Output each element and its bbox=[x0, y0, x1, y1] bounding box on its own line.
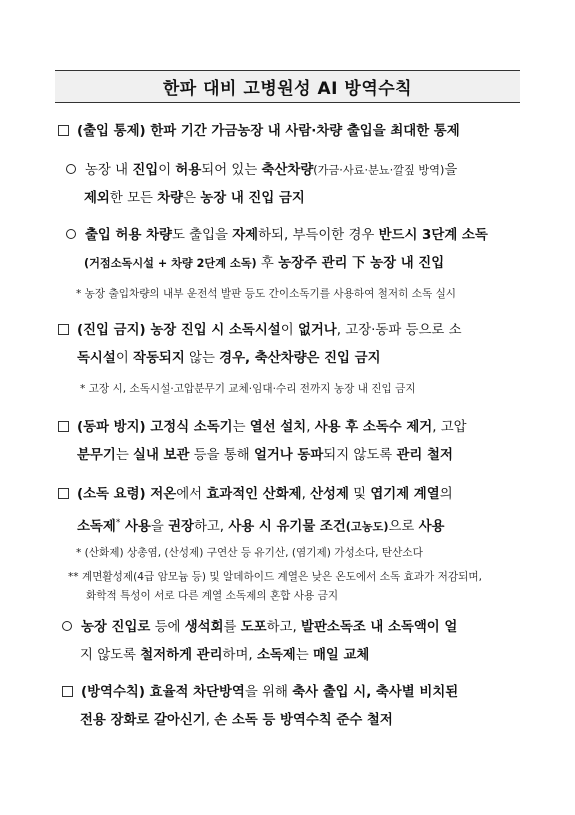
section-disinfection-method-line1: (소독 요령) 저온에서 효과적인 산화제, 산성제 및 엽기제 계열의 bbox=[58, 486, 453, 504]
section-label: (출입 통제) bbox=[77, 124, 146, 139]
page-title: 한파 대비 고병원성 AI 방역수칙 bbox=[162, 79, 413, 99]
section-disinfection-method-line2: 소독제* 사용을 권장하고, 사용 시 유기물 조건(고농도)으로 사용 bbox=[77, 518, 445, 535]
bullet-vehicle-entry-line1: 농장 내 진입이 허용되어 있는 축산차량(가금·사료·분뇨·깔짚 방역)을 bbox=[66, 162, 457, 180]
bullet-quicklime-line2: 지 않도록 철저하게 관리하며, 소독제는 매일 교체 bbox=[80, 648, 370, 663]
square-bullet-icon bbox=[58, 488, 69, 499]
section-freeze-prevention-line2: 분무기는 실내 보관 등을 통해 얼거나 동파되지 않도록 관리 철저 bbox=[77, 448, 453, 463]
title-banner bbox=[55, 70, 520, 103]
section-biosecurity-line1: (방역수칙) 효율적 차단방역을 위해 축사 출입 시, 축사별 비치된 bbox=[62, 684, 458, 702]
bullet-vehicle-entry-line2: 제외한 모든 차량은 농장 내 진입 금지 bbox=[84, 191, 305, 206]
square-bullet-icon bbox=[62, 686, 73, 697]
square-bullet-icon bbox=[58, 324, 69, 335]
note-disinfectant-types: * (산화제) 상총염, (산성제) 구연산 등 유기산, (염기제) 가성소다, 탄산소다 bbox=[76, 547, 423, 559]
note-vehicle-interior: * 농장 출입차량의 내부 운전석 발판 등도 간이소독기를 사용하여 철저히 소독 실시 bbox=[76, 288, 457, 300]
bullet-disinfection-line2: (거점소독시설 + 차량 2단계 소독) 후 농장주 관리 下 농장 내 진입 bbox=[84, 256, 445, 271]
section-entry-ban-line2: 독시설이 작동되지 않는 경우, 축산차량은 진입 금지 bbox=[77, 351, 381, 366]
bullet-quicklime-line1: 농장 진입로 등에 생석회를 도포하고, 발판소독조 내 소독액이 얼 bbox=[62, 619, 457, 637]
section-entry-ban-line1: (진입 금지) 농장 진입 시 소독시설이 없거나, 고장·동파 등으로 소 bbox=[58, 322, 462, 340]
section-freeze-prevention-line1: (동파 방지) 고정식 소독기는 열선 설치, 사용 후 소독수 제거, 고압 bbox=[58, 419, 467, 437]
circle-bullet-icon bbox=[66, 229, 76, 239]
square-bullet-icon bbox=[58, 125, 69, 136]
circle-bullet-icon bbox=[66, 164, 76, 174]
bullet-disinfection-line1: 출입 허용 차량도 출입을 자제하되, 부득이한 경우 반드시 3단계 소독 bbox=[66, 227, 488, 245]
note-repair: * 고장 시, 소독시설·고압분무기 교체·임대·수리 전까지 농장 내 진입 금지 bbox=[80, 383, 416, 395]
note-surfactant-line2: 화학적 특성이 서로 다른 계열 소독제의 혼합 사용 금지 bbox=[86, 590, 339, 602]
circle-bullet-icon bbox=[62, 621, 72, 631]
square-bullet-icon bbox=[58, 421, 69, 432]
note-surfactant-line1: ** 계면활성제(4급 암모늄 등) 및 알데하이드 계열은 낮은 온도에서 소독 효과가 저감되며, bbox=[68, 571, 482, 583]
section-biosecurity-line2: 전용 장화로 갈아신기, 손 소독 등 방역수칙 준수 철저 bbox=[80, 713, 393, 728]
section-outreach-control: (출입 통제) 한파 기간 가금농장 내 사람·차량 출입을 최대한 통제 bbox=[58, 123, 460, 141]
